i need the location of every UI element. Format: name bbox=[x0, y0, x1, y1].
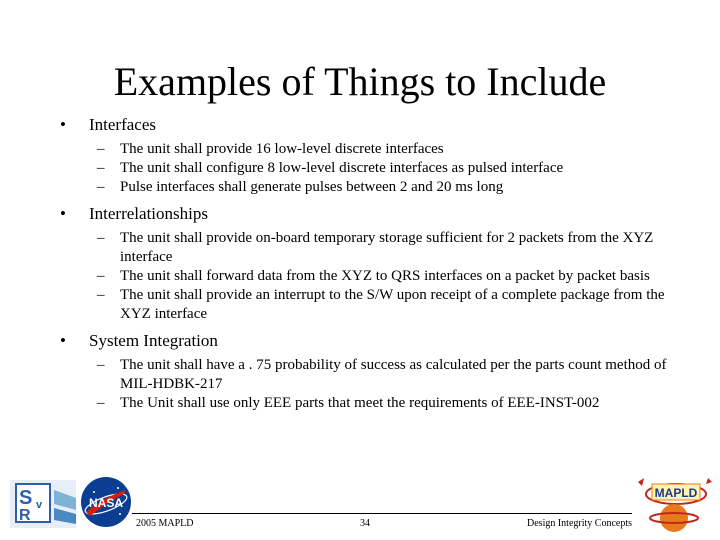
sub-item-text: The unit shall forward data from the XYZ to QRS interfaces on a packet by packet basis bbox=[120, 268, 650, 284]
sub-item-text: The unit shall configure 8 low-level discrete interfaces as pulsed interface bbox=[120, 160, 564, 176]
subitems-system-integration bbox=[60, 356, 680, 413]
sub-item-text: The unit shall have a . 75 probability of success as calculated per the parts count method of MIL-HDBK-217 bbox=[120, 357, 667, 392]
footer-right-text: Design Integrity Concepts bbox=[527, 518, 632, 529]
sub-item-text: Pulse interfaces shall generate pulses between 2 and 20 ms long bbox=[120, 179, 504, 195]
sub-item-text: The Unit shall use only EEE parts that meet the requirements of EEE-INST-002 bbox=[120, 395, 600, 411]
subitems-interfaces bbox=[60, 140, 680, 197]
sub-item bbox=[60, 140, 680, 159]
footer-left-text: 2005 MAPLD bbox=[136, 518, 194, 529]
bullet-interfaces: • Interfaces bbox=[60, 114, 680, 136]
dash-marker: – bbox=[97, 179, 105, 195]
sub-item bbox=[60, 356, 680, 394]
subitems-interrelationships bbox=[60, 229, 680, 324]
sub-item bbox=[60, 178, 680, 197]
mapld-logo-icon bbox=[634, 474, 716, 536]
mapld-logo-text: MAPLD bbox=[654, 486, 698, 500]
dash-marker: – bbox=[97, 160, 105, 176]
slide-content bbox=[60, 114, 680, 419]
sub-item bbox=[60, 267, 680, 286]
svg-text:R: R bbox=[19, 507, 31, 524]
footer-page-number: 34 bbox=[360, 518, 370, 529]
bullet-interrelationships: • Interrelationships bbox=[60, 203, 680, 225]
svg-text:S: S bbox=[19, 487, 33, 509]
sub-item bbox=[60, 286, 680, 324]
nasa-logo-text: NASA bbox=[88, 496, 124, 510]
sub-item bbox=[60, 394, 680, 413]
sub-item bbox=[60, 229, 680, 267]
dash-marker: – bbox=[97, 268, 105, 284]
sub-item-text: The unit shall provide 16 low-level discrete interfaces bbox=[120, 141, 444, 157]
sub-item-text: The unit shall provide on-board temporary storage sufficient for 2 packets from the XYZ interface bbox=[120, 230, 654, 265]
dash-marker: – bbox=[97, 395, 105, 411]
dash-marker: – bbox=[97, 230, 105, 246]
svr-logo-icon bbox=[10, 480, 76, 528]
dash-marker: – bbox=[97, 357, 105, 373]
sub-item-text: The unit shall provide an interrupt to the S/W upon receipt of a complete package from the XYZ interface bbox=[120, 287, 665, 322]
slide-title: Examples of Things to Include bbox=[113, 59, 607, 104]
dash-marker: – bbox=[97, 141, 105, 157]
bullet-system-integration: • System Integration bbox=[60, 330, 680, 352]
nasa-logo-icon bbox=[80, 476, 132, 528]
dash-marker: – bbox=[97, 287, 105, 303]
sub-item bbox=[60, 159, 680, 178]
footer-rule bbox=[132, 513, 632, 514]
svg-text:v: v bbox=[36, 499, 43, 511]
